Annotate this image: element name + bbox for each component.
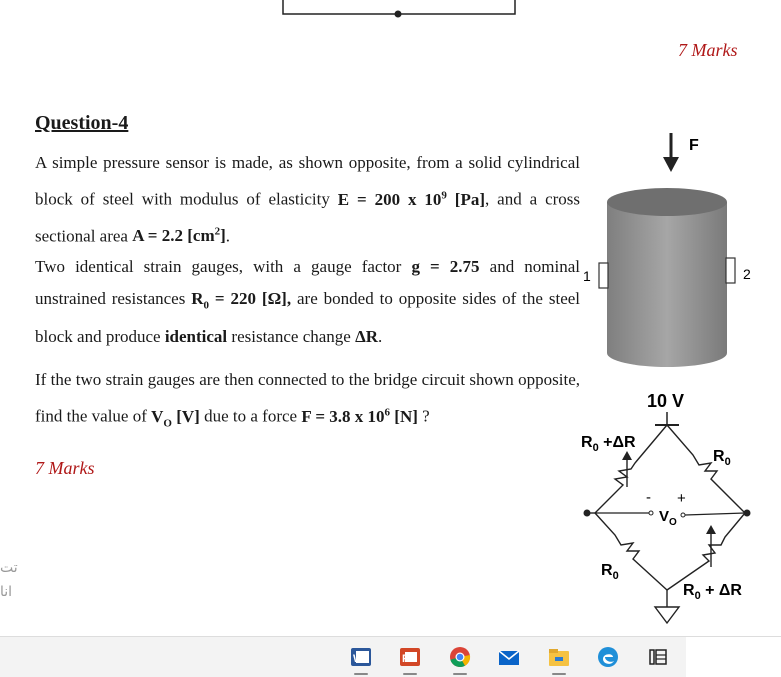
task-view-icon[interactable] [646,645,670,669]
taskbar-tray-area [686,637,781,677]
side-text-1: تت [0,560,18,576]
label-r0-plus-dr-top: $R_0 +\Delta R$ [581,434,636,454]
powerpoint-icon[interactable] [398,645,422,669]
label-r0-plus-dr-bottom: $R_0 + \Delta R$ [683,582,742,602]
previous-figure-remnant [280,0,520,20]
cylinder-top [607,188,727,216]
word-icon[interactable] [349,645,373,669]
svg-text:W: W [353,653,364,665]
label-r0-top-right: $R_0$ [713,448,731,468]
strain-gauge-2 [726,258,735,283]
previous-marks: 7 Marks [678,40,738,60]
question-marks: 7 Marks [35,458,95,478]
mail-icon[interactable] [497,645,521,669]
bridge-circuit [575,385,775,635]
side-text-2: انا [0,584,13,600]
force-label: F [689,137,699,154]
chrome-icon[interactable] [448,645,472,669]
taskbar [0,636,781,677]
gauge-2-label: 2 [743,266,751,282]
vo-minus-label: - [646,489,651,506]
gauge-1-label: 1 [583,268,591,284]
ground-icon [655,607,679,623]
cylinder-body [607,202,727,367]
label-r0-bottom-left: $R_0$ [601,562,619,582]
strain-gauge-1 [599,263,608,288]
edge-icon[interactable] [596,645,620,669]
file-explorer-icon[interactable] [547,645,571,669]
question-paragraph-1: A simple pressure sensor is made, as shown opposite, from a solid cylindrical block of steel with modulus of elasticity E = 200 x $10^9$ [Pa], and a cross sectional area A = 2.2 $[cm^2]$. [35,153,581,246]
output-lead-right [685,513,745,515]
question-paragraph-2: Two identical strain gauges, with a gauge factor g = 2.75 and nominal unstrained resistances $R_0 = 220$ [Ω], are bonded to opposite sides of the steel block and produce identical resistance change ΔR. [35,257,581,347]
cylinder-figure [575,125,770,370]
question-title: Question-4 [35,112,129,134]
question-paragraph-3: If the two strain gauges are then connected to the bridge circuit shown opposite, find the value of $V_O$ [V] due to a force F = 3.8 x $10^6$ [N] ? [35,370,580,430]
force-arrow-icon [663,133,679,172]
resistor-bottom-right [667,513,745,590]
vo-plus-label: + [677,490,686,507]
svg-text:P: P [402,653,410,665]
vo-label: $V_O$ [659,508,677,528]
variable-arrow-icon [706,525,716,567]
supply-voltage-label: 10 V [647,391,685,411]
